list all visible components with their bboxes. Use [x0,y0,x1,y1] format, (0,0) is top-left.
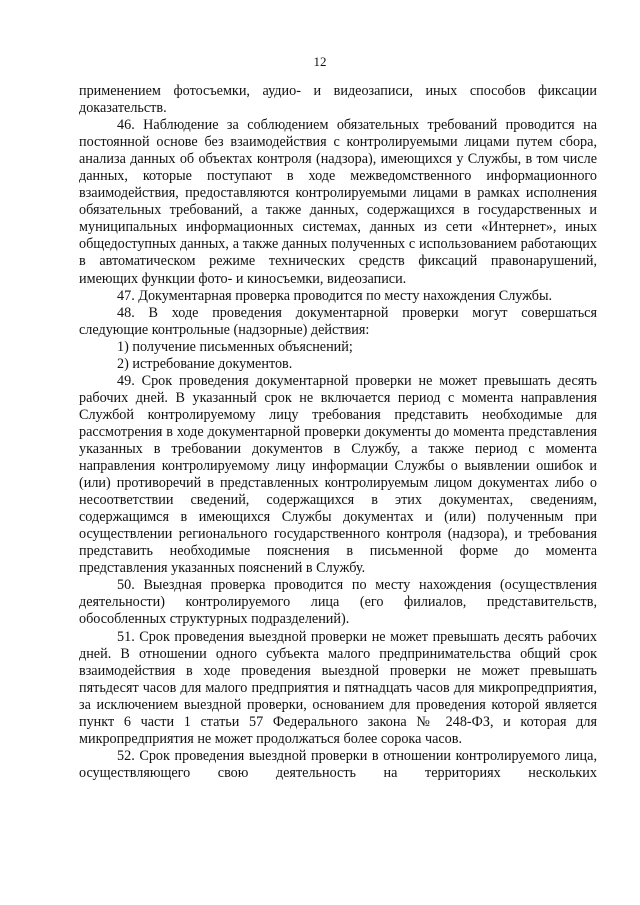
paragraph-48: 48. В ходе проведения документарной проверки могут совершаться следующие контрольные (надзорные) действия: [79,304,597,338]
paragraph-47: 47. Документарная проверка проводится по месту нахождения Службы. [117,287,553,304]
paragraph-51: 51. Срок проведения выездной проверки не может превышать десять рабочих дней. В отношении одного субъекта малого предпринимательства общий срок взаимодействия в ходе проведения выездной проверки не может превышать пятьдесят часов для малого предприятия и пятнадцать часов для микропредприятия, за исключением выездной проверки, основанием для проведения которой является пункт 6 части 1 статьи 57 Федерального закона № 248-ФЗ, и которая для микропредприятия не может продолжаться более сорока часов. [79,628,597,747]
list-item-1: 1) получение письменных объяснений; [117,338,353,355]
paragraph-52: 52. Срок проведения выездной проверки в отношении контролируемого лица, осуществляющего свою деятельность на территориях нескольких [79,747,597,781]
page-number: 12 [313,54,327,69]
paragraph-50: 50. Выездная проверка проводится по месту нахождения (осуществления деятельности) контролируемого лица (его филиалов, представительств, обособленных структурных подразделений). [79,577,597,628]
list-item-2: 2) истребование документов. [117,355,293,372]
document-body [79,83,597,782]
paragraph-46: 46. Наблюдение за соблюдением обязательных требований проводится на постоянной основе без взаимодействия с контролируемыми лицами путем сбора, анализа данных об объектах контроля (надзора), имеющихся у Службы, в том числе данных, которые поступают в ходе межведомственного информационного взаимодействия, предоставляются контролируемыми лицами в рамках исполнения обязательных требований, а также данных, содержащихся в государственных и муниципальных информационных системах, данных из сети «Интернет», иных общедоступных данных, а также данных полученных с использованием работающих в автоматическом режиме технических средств фиксаций правонарушений, имеющих функции фото- и киносъемки, видеозаписи. [79,117,597,287]
paragraph-continuation: применением фотосъемки, аудио- и видеозаписи, иных способов фиксации доказательств. [79,83,597,117]
paragraph-49: 49. Срок проведения документарной проверки не может превышать десять рабочих дней. В указанный срок не включается период с момента направления Службой контролируемому лицу требования представить необходимые для рассмотрения в ходе документарной проверки документы до момента представления указанных в требовании документов в Службу, а также период с момента направления контролируемому лицу информации Службы о выявлении ошибок и (или) противоречий в представленных контролируемым лицом документах либо о несоответствии сведений, содержащихся в этих документах, сведениям, содержащимся в имеющихся Службы документах и (или) полученным при осуществлении регионального государственного контроля (надзора), и требования представить необходимые пояснения в письменной форме до момента представления указанных пояснений в Службу. [79,372,597,577]
